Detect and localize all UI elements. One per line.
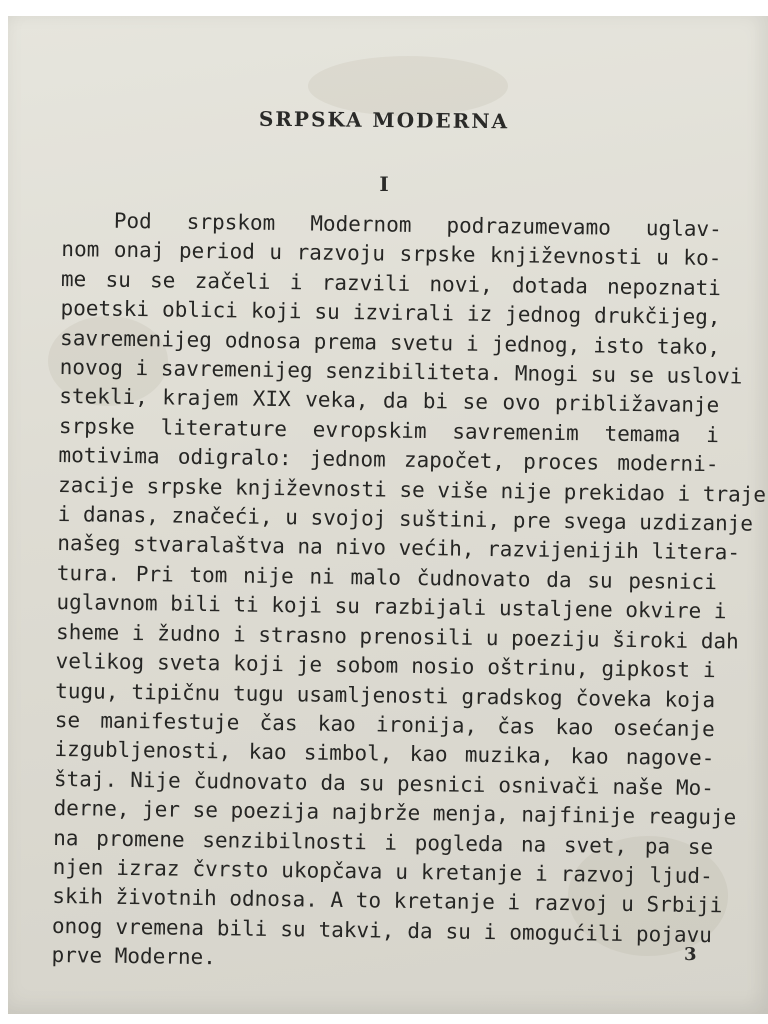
text-line: se manifestuje čas kao ironija, čas kao osećanje bbox=[54, 707, 715, 742]
text-line: prve Moderne. bbox=[51, 943, 217, 970]
text-line: Pod srpskom Modernom podrazumevamo uglav- bbox=[113, 208, 722, 242]
text-line: savremenijeg odnosa prema svetu i jednog, isto tako, bbox=[59, 325, 721, 359]
text-line: na promene senzibilnosti i pogleda na svet, pa se bbox=[53, 825, 714, 859]
text-line: našeg stvaralaštva na nivo većih, razvijenijih litera- bbox=[57, 531, 741, 565]
body-paragraph bbox=[51, 206, 767, 980]
text-line: njen izraz čvrsto ukopčava u kretanje i razvoj ljud- bbox=[52, 854, 713, 889]
text-line: novog i savremenijeg senzibiliteta. Mnogi su se uslovi bbox=[59, 355, 743, 389]
text-line: srpske literature evropskim savremenim temama i bbox=[58, 413, 720, 448]
text-line: štaj. Nije čudnovato da su pesnici osnivači naše Mo- bbox=[53, 766, 715, 800]
text-line: zacije srpske književnosti se više nije prekidao i traje bbox=[57, 472, 767, 507]
text-line: sheme i žudno i strasno prenosili u poeziju široki dah bbox=[55, 619, 739, 654]
text-line: poetski oblici koji su izvirali iz jednog drukčijeg, bbox=[60, 296, 721, 330]
page-number: 3 bbox=[684, 944, 697, 965]
text-line: onog vremena bili su takvi, da su i omogućili pojavu bbox=[51, 913, 713, 947]
text-line: nom onaj period u razvoju srpske književnosti u ko- bbox=[61, 237, 722, 271]
section-number: I bbox=[379, 172, 389, 196]
text-line: skih životnih odnosa. A to kretanje i razvoj u Srbiji bbox=[52, 884, 723, 918]
text-line: velikog sveta koji je sobom nosio oštrinu, gipkost i bbox=[55, 649, 716, 683]
text-line: uglavnom bili ti koji su razbijali ustaljene okvire i bbox=[56, 590, 727, 624]
text-line: derne, jer se poezija najbrže menja, najfinije reaguje bbox=[53, 796, 737, 830]
text-line: me su se začeli i razvili novi, dotada nepoznati bbox=[60, 266, 722, 301]
text-line: tugu, tipičnu tugu usamljenosti gradskog čoveka koja bbox=[55, 678, 716, 712]
text-line: i danas, značeći, u svojoj suštini, pre svega uzdizanje bbox=[57, 502, 754, 536]
text-line: izgubljenosti, kao simbol, kao muzika, kao nagove- bbox=[54, 737, 715, 771]
chapter-title: SRPSKA MODERNA bbox=[258, 106, 510, 134]
text-line: tura. Pri tom nije ni malo čudnovato da su pesnici bbox=[56, 560, 717, 595]
text-line: motivima odigralo: jednom započet, proces moderni- bbox=[58, 443, 719, 477]
text-line: stekli, krajem XIX veka, da bi se ovo približavanje bbox=[59, 384, 720, 418]
